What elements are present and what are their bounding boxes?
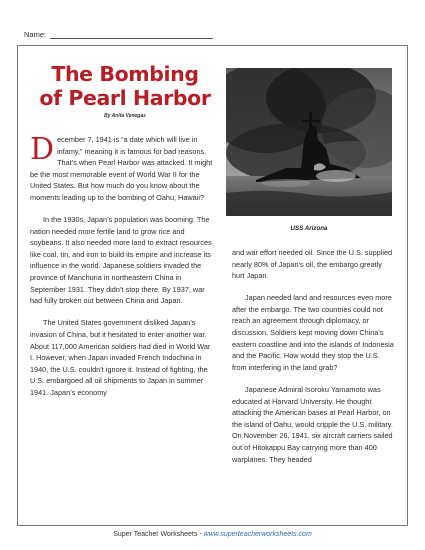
burning-battleship-icon <box>226 68 392 216</box>
intro-paragraph <box>30 134 215 204</box>
article-title <box>30 62 220 110</box>
footer-brand: Super Teacher Worksheets <box>113 531 198 538</box>
drop-cap: D <box>30 132 55 167</box>
paragraph-yamamoto: Japanese Admiral Isoroku Yamamoto was educated at Harvard University. He thought attacking the American bases at Pearl Harbor, on the island of Oahu, would cripple the U.S. military. On November 26, 1941, six aircraft carriers sailed out of Hitokappu Bay carrying more than 400 warplanes. They headed <box>232 384 393 464</box>
uss-arizona-photo <box>226 68 392 216</box>
title-line-2: of Pearl Harbor <box>39 86 211 110</box>
paragraph-embargo: Japan needed land and resources even more after the embargo. The two countries could not reach an agreement through diplomacy, or discussion. Soldiers kept moving down China’s eastern coastline and into the islands of Indonesia and the Pacific. How would they stop the U.S. from interfering in the land grab? <box>232 293 394 372</box>
byline: By Anita Venegas <box>104 113 146 119</box>
footer-separator: - <box>197 531 204 538</box>
paragraph-oil: and war effort needed oil. Since the U.S. supplied nearly 80% of Japan’s oil, the embargo greatly hurt Japan. <box>232 248 393 281</box>
footer-url-link[interactable]: www.superteacherworksheets.com <box>203 531 312 538</box>
article-column-2 <box>232 247 394 476</box>
photo-caption: USS Arizona <box>290 225 328 232</box>
paragraph-us-government: The United States government disliked Japan’s invasion of China, but it hesitated to enter another war. About 117,000 American soldiers had died in World War I. However, when Japan invaded French Indochina in 1940, the U.S. couldn’t ignore it. Instead of fighting, the U.S. embargoed all oil shipments to Japan in summer 1941. Japan’s economy <box>30 318 211 397</box>
article-column-1 <box>30 134 215 409</box>
intro-text: ecember 7, 1941 is “a date which will live in infamy,” meaning it is famous for bad reasons. That’s when Pearl Harbor was attacked. It might be the most memorable event of World War II for the United States. But how much do you know about the moments leading up to the bombing of Oahu, Hawaii? <box>30 135 213 202</box>
paragraph-1930s: In the 1930s, Japan’s population was booming. The nation needed more fertile land to grow rice and soybeans. It also needed more land to extract resources like coal, tin, and iron to build its empire and increase its influence in the world. Japanese soldiers invaded the province of Manchuria in northeastern China in September 1931. They didn’t stop there. By 1937, war had fully broken out between China and Japan. <box>30 215 212 306</box>
name-field <box>24 30 213 39</box>
name-blank-line <box>50 31 213 39</box>
name-label: Name: <box>24 30 47 39</box>
footer <box>0 531 425 538</box>
title-line-1: The Bombing <box>51 62 199 86</box>
